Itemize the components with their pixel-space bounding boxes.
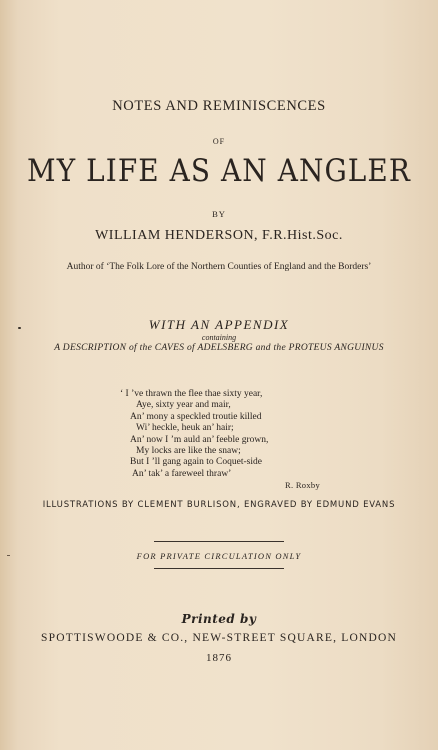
main-title: MY LIFE AS AN ANGLER bbox=[27, 153, 411, 189]
publisher: SPOTTISWOODE & CO., NEW-STREET SQUARE, LONDON bbox=[41, 632, 397, 644]
of-label: OF bbox=[212, 137, 226, 146]
author-name: WILLIAM HENDERSON, F.R.Hist.Soc. bbox=[95, 228, 343, 243]
poem-line: An’ tak’ a fareweel thraw’ bbox=[132, 468, 232, 479]
heading: NOTES AND REMINISCENCES bbox=[112, 98, 326, 114]
illustrations-credit: ILLUSTRATIONS BY CLEMENT BURLISON, ENGRAVED BY EDMUND EVANS bbox=[42, 500, 396, 510]
publication-year: 1876 bbox=[206, 652, 232, 664]
poem-attribution: R. Roxby bbox=[285, 480, 320, 491]
divider-top bbox=[154, 541, 284, 542]
epigraph-poem bbox=[120, 389, 320, 492]
poem-line: But I ’ll gang again to Coquet-side bbox=[130, 457, 262, 468]
poem-line: Aye, sixty year and mair, bbox=[136, 400, 231, 411]
divider-bottom bbox=[154, 568, 284, 569]
poem-line: ‘ I ’ve thrawn the flee thae sixty year, bbox=[120, 389, 263, 399]
private-circulation: FOR PRIVATE CIRCULATION ONLY bbox=[136, 551, 302, 561]
by-label: BY bbox=[212, 209, 226, 219]
author-description: Author of ‘The Folk Lore of the Northern Counties of England and the Borders’ bbox=[66, 262, 372, 272]
appendix-description: A DESCRIPTION of the CAVES of ADELSBERG and the PROTEUS ANGUINUS bbox=[54, 343, 384, 353]
containing-label: containing bbox=[201, 333, 237, 342]
printed-by: Printed by bbox=[181, 612, 257, 626]
poem-line: Wi’ heckle, heuk an’ hair; bbox=[136, 423, 234, 434]
poem-line: An’ mony a speckled troutie killed bbox=[130, 411, 262, 422]
appendix-heading: WITH AN APPENDIX bbox=[148, 317, 290, 332]
poem-line: My locks are like the snaw; bbox=[136, 446, 241, 457]
poem-line: An’ now I ’m auld an’ feeble grown, bbox=[130, 434, 269, 445]
